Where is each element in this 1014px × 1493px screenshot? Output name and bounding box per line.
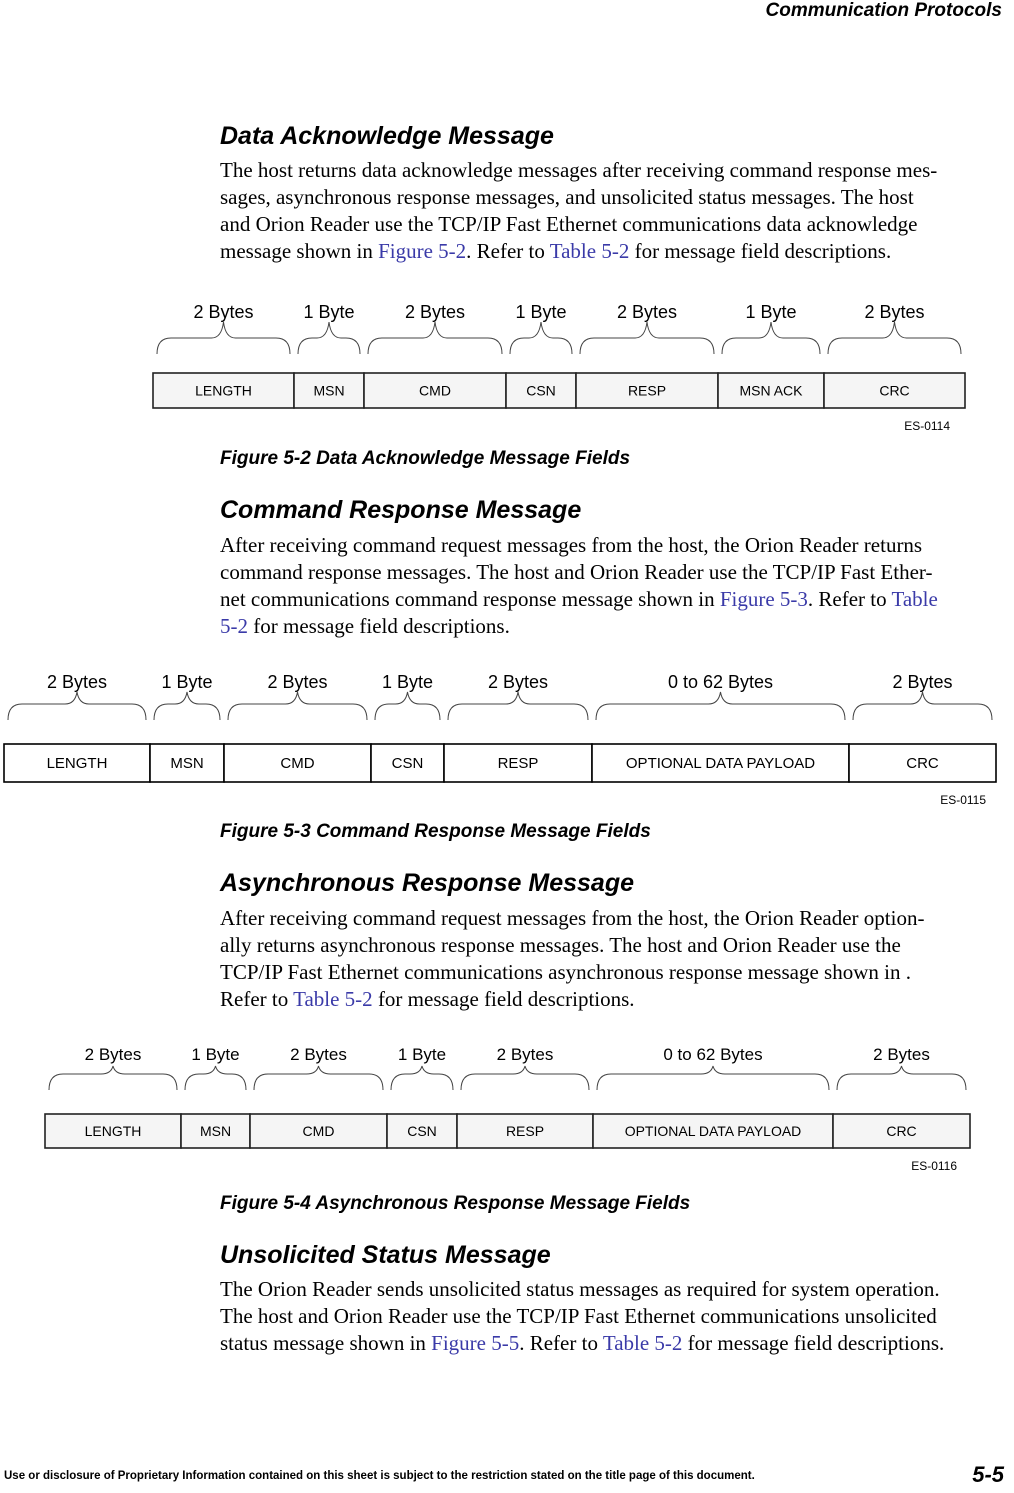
field-size-label: 2 Bytes	[892, 672, 953, 692]
field-name-label: CMD	[280, 755, 315, 772]
field-brace	[837, 1066, 966, 1090]
field-name-label: MSN ACK	[739, 382, 803, 399]
paragraph-text: message shown in	[220, 239, 379, 263]
field-size-label: 2 Bytes	[84, 1045, 142, 1064]
para-data-acknowledge	[220, 157, 1010, 265]
field-size-label: 2 Bytes	[616, 302, 678, 322]
figure-code-label: ES-0116	[911, 1159, 957, 1173]
field-name-label: CMD	[302, 1123, 335, 1139]
field-name-label: RESP	[627, 382, 667, 399]
paragraph-text: for message field descriptions.	[372, 987, 635, 1011]
field-size-label: 2 Bytes	[864, 302, 925, 322]
field-size-label: 2 Bytes	[267, 672, 328, 692]
paragraph-line	[220, 932, 1010, 959]
figure-code-label: ES-0115	[940, 793, 986, 807]
field-brace	[448, 692, 588, 720]
field-name-label: OPTIONAL DATA PAYLOAD	[624, 1123, 802, 1139]
paragraph-line	[220, 157, 1010, 184]
figure-5-4-caption: Figure 5-4 Asynchronous Response Message Fields	[220, 1193, 691, 1214]
cross-reference-link[interactable]: Table 5-2	[602, 1331, 683, 1355]
field-brace	[580, 322, 714, 354]
field-brace	[853, 692, 992, 720]
field-size-label: 1 Byte	[191, 1045, 240, 1064]
page-number: 5-5	[972, 1462, 1004, 1487]
field-size-label: 1 Byte	[745, 302, 797, 322]
field-size-label: 2 Bytes	[496, 1045, 554, 1064]
field-name-label: RESP	[497, 755, 539, 772]
cross-reference-link[interactable]: Figure 5-3	[719, 587, 808, 611]
field-brace	[375, 692, 440, 720]
paragraph-text: status message shown in	[220, 1331, 432, 1355]
paragraph-text: ally returns asynchronous response messages. The host and Orion Reader use the	[220, 933, 901, 957]
field-brace	[722, 322, 820, 354]
field-size-label: 1 Byte	[397, 1045, 447, 1064]
heading-data-acknowledge: Data Acknowledge Message	[220, 122, 554, 150]
proprietary-notice: Use or disclosure of Proprietary Information contained on this sheet is subject to the restriction stated on the title page of this document.	[4, 1470, 755, 1482]
field-name-label: CRC	[906, 755, 939, 772]
field-brace	[49, 1066, 177, 1090]
cross-reference-link[interactable]: 5-2	[220, 614, 248, 638]
paragraph-text: for message field descriptions.	[248, 614, 510, 638]
paragraph-text: . Refer to	[466, 239, 550, 263]
field-size-label: 2 Bytes	[193, 302, 254, 322]
para-asynchronous-response	[220, 905, 1010, 1013]
paragraph-text: TCP/IP Fast Ethernet communications asynchronous response message shown in .	[220, 960, 911, 984]
paragraph-line	[220, 211, 1010, 238]
field-brace	[828, 322, 961, 354]
field-name-label: CSN	[407, 1123, 437, 1139]
field-name-label: CRC	[879, 382, 910, 399]
field-name-label: CMD	[419, 382, 451, 399]
cross-reference-link[interactable]: Table	[891, 587, 938, 611]
paragraph-line	[220, 905, 1010, 932]
paragraph-text: . Refer to	[519, 1331, 603, 1355]
field-name-label: MSN	[313, 382, 345, 399]
cross-reference-link[interactable]: Table 5-2	[293, 987, 373, 1011]
field-name-label: MSN	[199, 1123, 232, 1139]
paragraph-line	[220, 986, 1010, 1013]
field-brace	[597, 1066, 829, 1090]
paragraph-text: sages, asynchronous response messages, and unsolicited status messages. The host	[220, 185, 914, 209]
field-name-label: OPTIONAL DATA PAYLOAD	[625, 755, 816, 772]
running-header: Communication Protocols	[765, 0, 1002, 21]
paragraph-line	[220, 1276, 1010, 1303]
field-size-label: 2 Bytes	[487, 672, 549, 692]
field-name-label: LENGTH	[84, 1123, 142, 1139]
paragraph-text: . Refer to	[807, 587, 892, 611]
field-size-label: 0 to 62 Bytes	[663, 1045, 763, 1064]
field-name-label: CSN	[526, 382, 556, 399]
diagram-data-acknowledge	[148, 290, 968, 440]
paragraph-text: for message field descriptions.	[682, 1331, 945, 1355]
figure-5-2-caption: Figure 5-2 Data Acknowledge Message Fields	[220, 448, 631, 469]
field-brace	[8, 692, 146, 720]
field-size-label: 1 Byte	[161, 672, 213, 692]
field-size-label: 1 Byte	[515, 302, 567, 322]
figure-code-label: ES-0114	[904, 419, 950, 433]
field-name-label: CRC	[886, 1123, 917, 1139]
paragraph-text: The host and Orion Reader use the TCP/IP Fast Ethernet communications unsolicited	[220, 1304, 937, 1328]
field-size-label: 0 to 62 Bytes	[667, 672, 774, 692]
field-brace	[391, 1066, 453, 1090]
paragraph-line	[220, 613, 1010, 640]
cross-reference-link[interactable]: Figure 5-5	[431, 1331, 520, 1355]
heading-asynchronous-response: Asynchronous Response Message	[220, 869, 635, 897]
field-size-label: 2 Bytes	[290, 1045, 347, 1064]
para-command-response	[220, 532, 1010, 640]
paragraph-text: command response messages. The host and Orion Reader use the TCP/IP Fast Ether-	[220, 560, 933, 584]
paragraph-line	[220, 586, 1010, 613]
heading-unsolicited-status: Unsolicited Status Message	[220, 1241, 551, 1269]
paragraph-line	[220, 559, 1010, 586]
paragraph-text: The host returns data acknowledge messages after receiving command response mes-	[220, 158, 938, 182]
field-brace	[154, 692, 220, 720]
diagram-asynchronous-response	[40, 1038, 975, 1183]
cross-reference-link[interactable]: Figure 5-2	[378, 239, 467, 263]
diagram-command-response	[0, 662, 1004, 812]
paragraph-text: After receiving command request messages from the host, the Orion Reader option-	[220, 906, 925, 930]
field-brace	[157, 322, 290, 354]
paragraph-line	[220, 532, 1010, 559]
field-size-label: 1 Byte	[381, 672, 434, 692]
paragraph-line	[220, 1330, 1010, 1357]
cross-reference-link[interactable]: Table 5-2	[549, 239, 630, 263]
field-name-label: RESP	[505, 1123, 545, 1139]
paragraph-text: Refer to	[220, 987, 294, 1011]
paragraph-text: The Orion Reader sends unsolicited status messages as required for system operation.	[220, 1277, 940, 1301]
field-brace	[254, 1066, 383, 1090]
field-brace	[510, 322, 572, 354]
field-brace	[228, 692, 367, 720]
field-name-label: LENGTH	[195, 382, 252, 399]
field-name-label: LENGTH	[46, 755, 108, 772]
paragraph-text: net communications command response message shown in	[220, 587, 720, 611]
field-size-label: 2 Bytes	[873, 1045, 930, 1064]
paragraph-text: and Orion Reader use the TCP/IP Fast Ethernet communications data acknowledge	[220, 212, 918, 236]
field-size-label: 1 Byte	[303, 302, 355, 322]
heading-command-response: Command Response Message	[220, 496, 582, 524]
field-size-label: 2 Bytes	[46, 672, 108, 692]
field-name-label: CSN	[391, 755, 424, 772]
field-size-label: 2 Bytes	[404, 302, 466, 322]
paragraph-line	[220, 238, 1010, 265]
paragraph-line	[220, 959, 1010, 986]
para-unsolicited-status	[220, 1276, 1010, 1357]
field-brace	[596, 692, 845, 720]
paragraph-line	[220, 1303, 1010, 1330]
field-brace	[461, 1066, 589, 1090]
figure-5-3-caption: Figure 5-3 Command Response Message Fields	[220, 821, 651, 842]
field-name-label: MSN	[170, 755, 204, 772]
field-brace	[185, 1066, 246, 1090]
field-brace	[298, 322, 360, 354]
paragraph-line	[220, 184, 1010, 211]
paragraph-text: After receiving command request messages from the host, the Orion Reader returns	[220, 533, 923, 557]
paragraph-text: for message field descriptions.	[629, 239, 892, 263]
field-brace	[368, 322, 502, 354]
